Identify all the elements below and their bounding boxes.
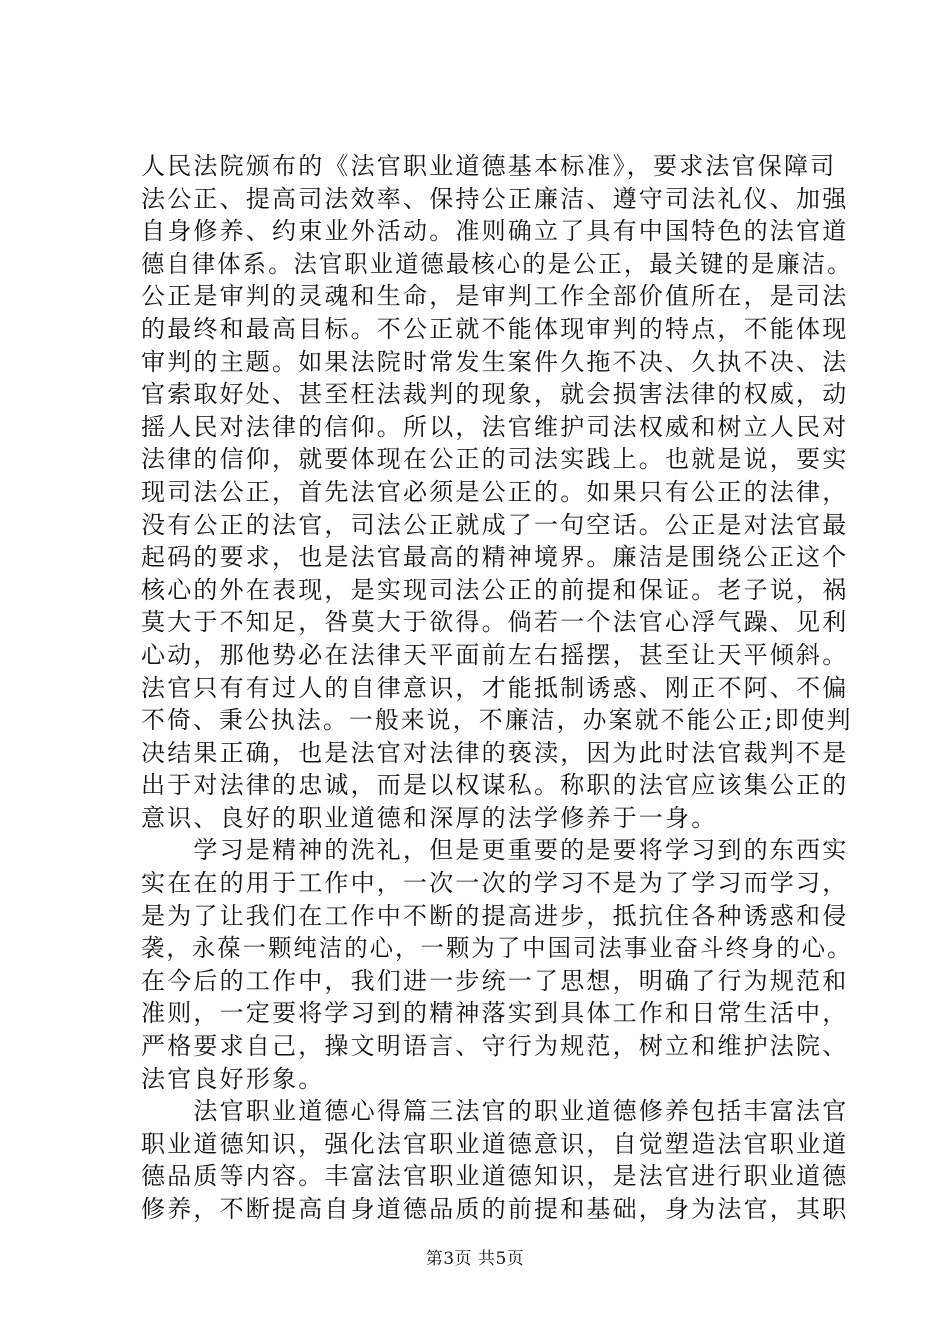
text-line: 修养，不断提高自身道德品质的前提和基础，身为法官，其职: [141, 1195, 849, 1223]
text-line: 法官只有有过人的自律意识，才能抵制诱惑、刚正不阿、不偏: [141, 673, 849, 702]
text-line: 严格要求自己，操文明语言、守行为规范，树立和维护法院、: [141, 1032, 849, 1061]
page-footer: 第3页 共5页: [425, 1249, 525, 1269]
text-line: 决结果正确，也是法官对法律的亵渎，因为此时法官裁判不是: [141, 738, 849, 767]
text-line: 职业道德知识，强化法官职业道德意识，自觉塑造法官职业道: [141, 1129, 849, 1158]
text-line: 法律的信仰，就要体现在公正的司法实践上。也就是说，要实: [141, 445, 849, 474]
text-line: 的最终和最高目标。不公正就不能体现审判的特点，不能体现: [141, 314, 849, 343]
text-line: 准则，一定要将学习到的精神落实到具体工作和日常生活中，: [141, 999, 849, 1028]
text-line: 法公正、提高司法效率、保持公正廉洁、遵守司法礼仪、加强: [141, 184, 849, 213]
text-line: 核心的外在表现，是实现司法公正的前提和保证。老子说，祸: [141, 575, 849, 604]
text-line: 自身修养、约束业外活动。准则确立了具有中国特色的法官道: [141, 217, 849, 246]
text-line: 人民法院颁布的《法官职业道德基本标准》，要求法官保障司: [141, 152, 837, 180]
text-line: 莫大于不知足，咎莫大于欲得。倘若一个法官心浮气躁、见利: [141, 608, 849, 637]
text-line: 摇人民对法律的信仰。所以，法官维护司法权威和树立人民对: [141, 412, 849, 441]
text-line: 官索取好处、甚至枉法裁判的现象，就会损害法律的权威，动: [141, 380, 849, 409]
text-line: 学习是精神的洗礼，但是更重要的是要将学习到的东西实: [141, 836, 849, 865]
text-line: 法官职业道德心得篇三法官的职业道德修养包括丰富法官: [141, 1097, 849, 1126]
text-line: 是为了让我们在工作中不断的提高进步，抵抗住各种诱惑和侵: [141, 901, 849, 930]
text-line: 法官良好形象。: [141, 1064, 325, 1093]
text-line: 出于对法律的忠诚，而是以权谋私。称职的法官应该集公正的: [141, 771, 849, 800]
text-line: 实在在的用于工作中，一次一次的学习不是为了学习而学习，: [141, 869, 849, 898]
text-line: 意识、良好的职业道德和深厚的法学修养于一身。: [141, 803, 718, 832]
text-line: 现司法公正，首先法官必须是公正的。如果只有公正的法律，: [141, 477, 849, 506]
text-line: 审判的主题。如果法院时常发生案件久拖不决、久执不决、法: [141, 347, 849, 376]
text-line: 在今后的工作中，我们进一步统一了思想，明确了行为规范和: [141, 966, 849, 995]
text-line: 德品质等内容。丰富法官职业道德知识，是法官进行职业道德: [141, 1162, 849, 1191]
text-line: 公正是审判的灵魂和生命，是审判工作全部价值所在，是司法: [141, 282, 849, 311]
text-line: 袭，永葆一颗纯洁的心，一颗为了中国司法事业奋斗终身的心。: [141, 934, 853, 963]
document-body: [141, 150, 853, 1226]
text-line: 德自律体系。法官职业道德最核心的是公正，最关键的是廉洁。: [141, 249, 853, 278]
text-line: 心动，那他势必在法律天平面前左右摇摆，甚至让天平倾斜。: [141, 640, 849, 669]
text-line: 没有公正的法官，司法公正就成了一句空话。公正是对法官最: [141, 510, 849, 539]
text-line: 不倚、秉公执法。一般来说，不廉洁，办案就不能公正;即使判: [141, 706, 853, 735]
text-line: 起码的要求，也是法官最高的精神境界。廉洁是围绕公正这个: [141, 543, 849, 572]
